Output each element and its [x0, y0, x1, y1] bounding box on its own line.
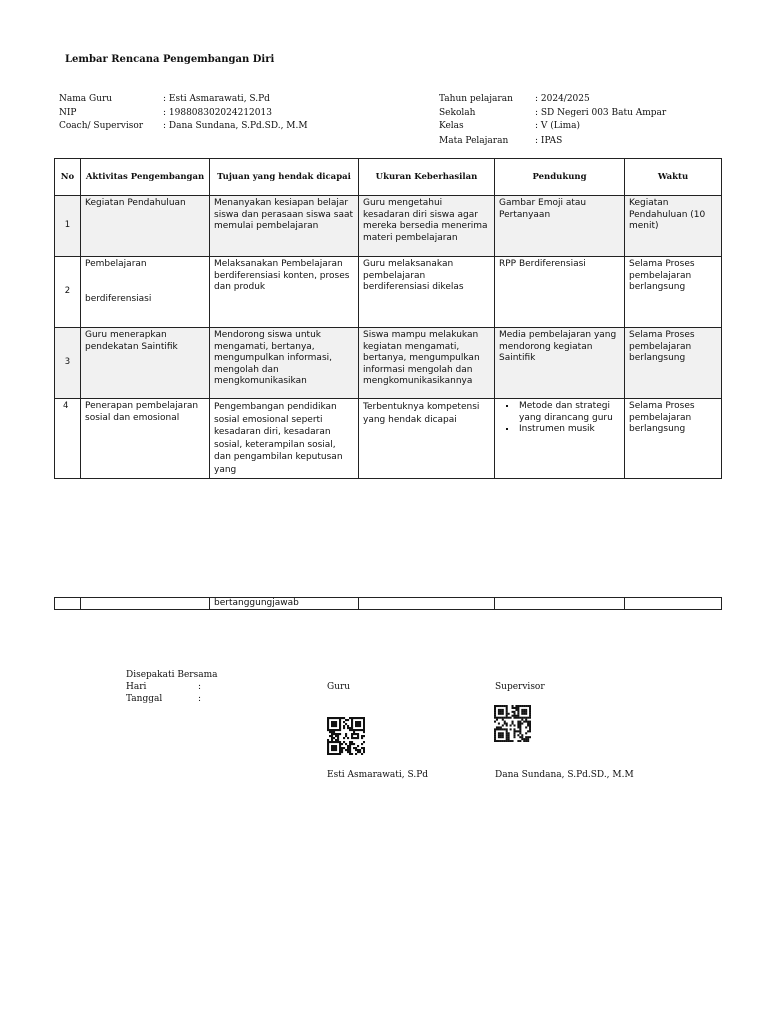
cell-ukuran: Guru melaksanakan pembelajaran berdiferensiasi dikelas: [359, 257, 495, 328]
info-value: : 198808302024212013: [163, 107, 272, 118]
cell-waktu: Selama Proses pembelajaran berlangsung: [625, 257, 722, 328]
info-value: : Esti Asmarawati, S.Pd: [163, 94, 270, 104]
cell-waktu: Selama Proses pembelajaran berlangsung: [625, 328, 722, 399]
info-value: : SD Negeri 003 Batu Ampar: [535, 107, 667, 118]
info-label: Nama Guru: [59, 94, 113, 104]
header-aktivitas: Aktivitas Pengembangan: [81, 159, 210, 196]
cell-waktu: Kegiatan Pendahuluan (10 menit): [625, 196, 722, 257]
cell-aktivitas: [81, 598, 210, 610]
header-ukuran: Ukuran Keberhasilan: [359, 159, 495, 196]
cell-waktu: Selama Proses pembelajaran berlangsung: [625, 399, 722, 479]
cell-tujuan: Pengembangan pendidikan sosial emosional seperti kesadaran diri, kesadaran sosial, keterampilan sosial, dan pengambilan keputusan yang: [210, 399, 359, 479]
info-value: : V (Lima): [535, 121, 581, 131]
table-header-row: [55, 159, 722, 196]
cell-ukuran: Siswa mampu melakukan kegiatan mengamati, bertanya, mengumpulkan informasi mengolah dan mengkomunikasikannya: [359, 328, 495, 399]
table-row: [55, 328, 722, 399]
development-plan-table: [54, 158, 722, 479]
pendukung-list: [499, 401, 620, 436]
cell-tujuan: Melaksanakan Pembelajaran berdiferensiasi konten, proses dan produk: [210, 257, 359, 328]
teacher-info: [59, 93, 308, 134]
cell-ukuran: Guru mengetahui kesadaran diri siswa agar mereka bersedia menerima materi pembelajaran: [359, 196, 495, 257]
cell-aktivitas: Kegiatan Pendahuluan: [81, 196, 210, 257]
cell-no: 4: [55, 399, 81, 479]
table-row: [55, 598, 722, 610]
hari-value: :: [198, 682, 202, 692]
info-label: NIP: [59, 107, 77, 118]
guru-qr-code-icon: [327, 717, 365, 755]
agreement-block: [126, 669, 217, 705]
tanggal-value: :: [198, 694, 202, 704]
hari-label: Hari: [126, 682, 147, 692]
list-item: ▪ Instrumen musik: [517, 424, 620, 436]
info-value: : IPAS: [535, 135, 563, 146]
cell-ukuran: [359, 598, 495, 610]
tanggal-row: [126, 693, 217, 705]
list-item: ▪ Metode dan strategi yang dirancang guru: [517, 401, 620, 424]
info-row-nip: [59, 107, 308, 121]
info-row-tahun: [439, 93, 666, 107]
cell-aktivitas: Guru menerapkan pendekatan Saintifik: [81, 328, 210, 399]
cell-pendukung: Gambar Emoji atau Pertanyaan: [495, 196, 625, 257]
info-label: Mata Pelajaran: [439, 135, 509, 146]
tanggal-label: Tanggal: [126, 694, 163, 704]
info-value: : Dana Sundana, S.Pd.SD., M.M: [163, 121, 308, 131]
header-no: No: [55, 159, 81, 196]
cell-no: [55, 598, 81, 610]
header-tujuan: Tujuan yang hendak dicapai: [210, 159, 359, 196]
info-row-sekolah: [439, 107, 666, 121]
cell-pendukung: RPP Berdiferensiasi: [495, 257, 625, 328]
info-row-nama-guru: [59, 93, 308, 107]
info-row-mapel: [439, 135, 666, 149]
cell-tujuan: Mendorong siswa untuk mengamati, bertanya, mengumpulkan informasi, mengolah dan mengkomunikasikan: [210, 328, 359, 399]
table-row: [55, 399, 722, 479]
cell-waktu: [625, 598, 722, 610]
supervisor-heading: Supervisor: [495, 682, 545, 692]
info-value: : 2024/2025: [535, 94, 590, 104]
guru-heading: Guru: [327, 682, 351, 692]
cell-no: 2: [55, 257, 81, 328]
cell-tujuan: bertanggungjawab: [210, 598, 359, 610]
aktivitas-line: berdiferensiasi: [85, 293, 152, 304]
school-info: [439, 93, 666, 148]
info-label: Sekolah: [439, 107, 476, 118]
header-waktu: Waktu: [625, 159, 722, 196]
cell-pendukung: [495, 598, 625, 610]
cell-no: 3: [55, 328, 81, 399]
cell-pendukung: Media pembelajaran yang mendorong kegiatan Saintifik: [495, 328, 625, 399]
cell-tujuan: Menanyakan kesiapan belajar siswa dan perasaan siswa saat memulai pembelajaran: [210, 196, 359, 257]
supervisor-signature-name: Dana Sundana, S.Pd.SD., M.M: [495, 770, 634, 780]
document-title: Lembar Rencana Pengembangan Diri: [65, 54, 275, 65]
hari-row: [126, 681, 217, 693]
table-continuation: [54, 597, 722, 610]
info-row-supervisor: [59, 120, 308, 134]
header-pendukung: Pendukung: [495, 159, 625, 196]
cell-pendukung: [495, 399, 625, 479]
guru-signature-name: Esti Asmarawati, S.Pd: [327, 770, 429, 780]
info-label: Kelas: [439, 121, 464, 131]
cell-no: 1: [55, 196, 81, 257]
aktivitas-line: Pembelajaran: [85, 259, 147, 269]
info-label: Tahun pelajaran: [439, 94, 513, 104]
supervisor-qr-code-icon: [494, 705, 531, 742]
cell-aktivitas: Penerapan pembelajaran sosial dan emosional: [81, 399, 210, 479]
table-row: [55, 196, 722, 257]
table-row: [55, 257, 722, 328]
info-row-kelas: [439, 120, 666, 134]
cell-ukuran: Terbentuknya kompetensi yang hendak dicapai: [359, 399, 495, 479]
info-label: Coach/ Supervisor: [59, 121, 144, 131]
cell-aktivitas: [81, 257, 210, 328]
agreement-heading: Disepakati Bersama: [126, 670, 218, 680]
